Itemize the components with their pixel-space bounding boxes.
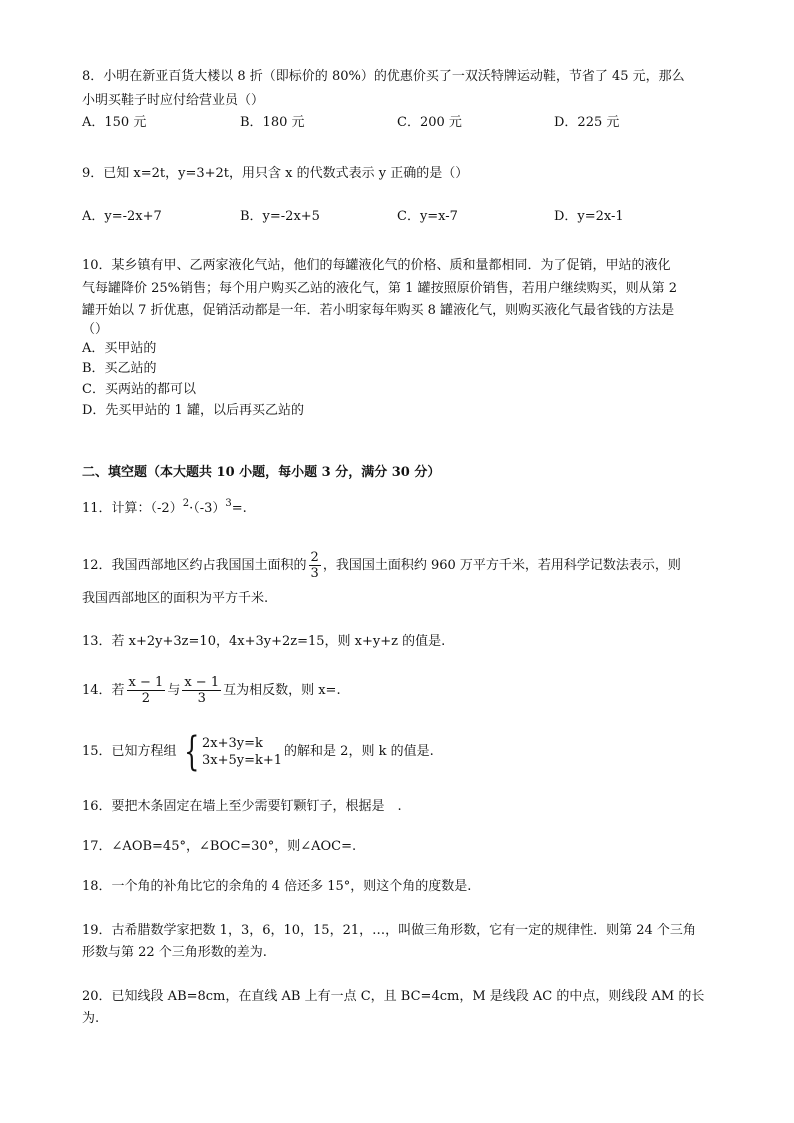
q14-frac2-num: x − 1	[184, 675, 220, 690]
q14-frac1-den: 2	[141, 691, 151, 706]
q14-pre: 14．若	[82, 683, 125, 698]
q9-option-c: C．y=x-7	[397, 209, 458, 224]
q10-line2: 气每罐降价 25%销售；每个用户购买乙站的液化气，第 1 罐按照原价销售，若用户继续购买，则从第 2	[82, 281, 677, 296]
q8-line2: 小明买鞋子时应付给营业员（）	[82, 93, 265, 108]
q10-line1: 10．某乡镇有甲、乙两家液化气站，他们的每罐液化气的价格、质和量都相同．为了促销，甲站的液化	[82, 258, 671, 273]
q11-exp1: 2	[182, 498, 190, 509]
q14-frac2-den: 3	[197, 691, 206, 706]
q10-line3: 罐开始以 7 折优惠，促销活动都是一年．若小明家每年购买 8 罐液化气，则购买液化气最省钱的方法是	[82, 303, 675, 318]
q9-option-d: D．y=2x-1	[554, 209, 624, 224]
left-brace-icon: {	[183, 728, 199, 775]
q15-post: 的解和是 2，则 k 的值是.	[284, 744, 434, 759]
q11-pre: 11．计算：（-2）	[82, 501, 183, 516]
q10-option-d: D．先买甲站的 1 罐，以后再买乙站的	[82, 403, 304, 418]
q8-option-b: B．180 元	[240, 115, 305, 130]
q9-options	[82, 208, 722, 226]
q12-frac-num: 2	[310, 550, 319, 565]
q11-mid: ·（-3）	[189, 501, 226, 516]
q13: 13．若 x+2y+3z=10，4x+3y+2z=15，则 x+y+z 的值是.	[82, 634, 446, 649]
section-heading: 二、填空题（本大题共 10 小题，每小题 3 分，满分 30 分）	[82, 465, 441, 480]
q15-eq1: 2x+3y=k	[202, 735, 263, 751]
q19-line1: 19．古希腊数学家把数 1，3，6，10，15，21，…，叫做三角形数，它有一定的规律性．则第 24 个三角	[82, 923, 696, 938]
q15	[82, 728, 434, 775]
q11-exp2: 3	[225, 498, 232, 509]
q14-fraction-2	[182, 675, 221, 706]
q14-frac1-num: x − 1	[128, 675, 164, 690]
q8-options	[82, 114, 722, 132]
q11	[82, 500, 247, 518]
q10-option-c: C．买两站的都可以	[82, 382, 196, 397]
q12-line1	[82, 550, 681, 581]
q8-line1: 8．小明在新亚百货大楼以 8 折（即标价的 80%）的优惠价买了一双沃特牌运动鞋，节省了 45 元，那么	[82, 69, 685, 84]
q15-pre: 15．已知方程组	[82, 744, 177, 759]
q12-line2: 我国西部地区的面积为平方千米.	[82, 591, 269, 606]
q9-line1: 9．已知 x=2t，y=3+2t，用只含 x 的代数式表示 y 正确的是（）	[82, 166, 469, 181]
q8-option-d: D．225 元	[554, 115, 620, 130]
q17: 17．∠AOB=45°，∠BOC=30°，则∠AOC=.	[82, 839, 357, 854]
q20-line1: 20．已知线段 AB=8cm，在直线 AB 上有一点 C，且 BC=4cm，M 是线段 AC 的中点，则线段 AM 的长	[82, 989, 705, 1004]
q9-option-b: B．y=-2x+5	[240, 209, 320, 224]
q10-option-a: A．买甲站的	[82, 341, 157, 356]
q8-option-a: A．150 元	[82, 115, 147, 130]
q18: 18．一个角的补角比它的余角的 4 倍还多 15°，则这个角的度数是.	[82, 879, 472, 894]
q15-eq2: 3x+5y=k+1	[202, 752, 283, 768]
q14	[82, 674, 341, 708]
q14-post: 互为相反数，则 x=.	[223, 683, 341, 698]
q10-option-b: B．买乙站的	[82, 361, 157, 376]
q9-option-a: A．y=-2x+7	[82, 209, 162, 224]
q12-fraction	[309, 550, 321, 581]
q10-line4: （）	[82, 322, 109, 337]
q14-fraction-1	[127, 675, 166, 706]
q12-pre: 12．我国西部地区约占我国国土面积的	[82, 558, 307, 573]
q12-frac-den: 3	[310, 566, 319, 581]
q20-line2: 为.	[82, 1011, 100, 1026]
q14-mid: 与	[167, 683, 181, 698]
q11-post: =.	[231, 501, 247, 516]
q8-option-c: C．200 元	[397, 115, 462, 130]
q16: 16．要把木条固定在墙上至少需要钉颗钉子，根据是 .	[82, 799, 402, 814]
q19-line2: 形数与第 22 个三角形数的差为.	[82, 945, 267, 960]
q15-equation-system	[179, 728, 283, 775]
q12-post: ，我国国土面积约 960 万平方千米，若用科学记数法表示，则	[322, 558, 681, 573]
